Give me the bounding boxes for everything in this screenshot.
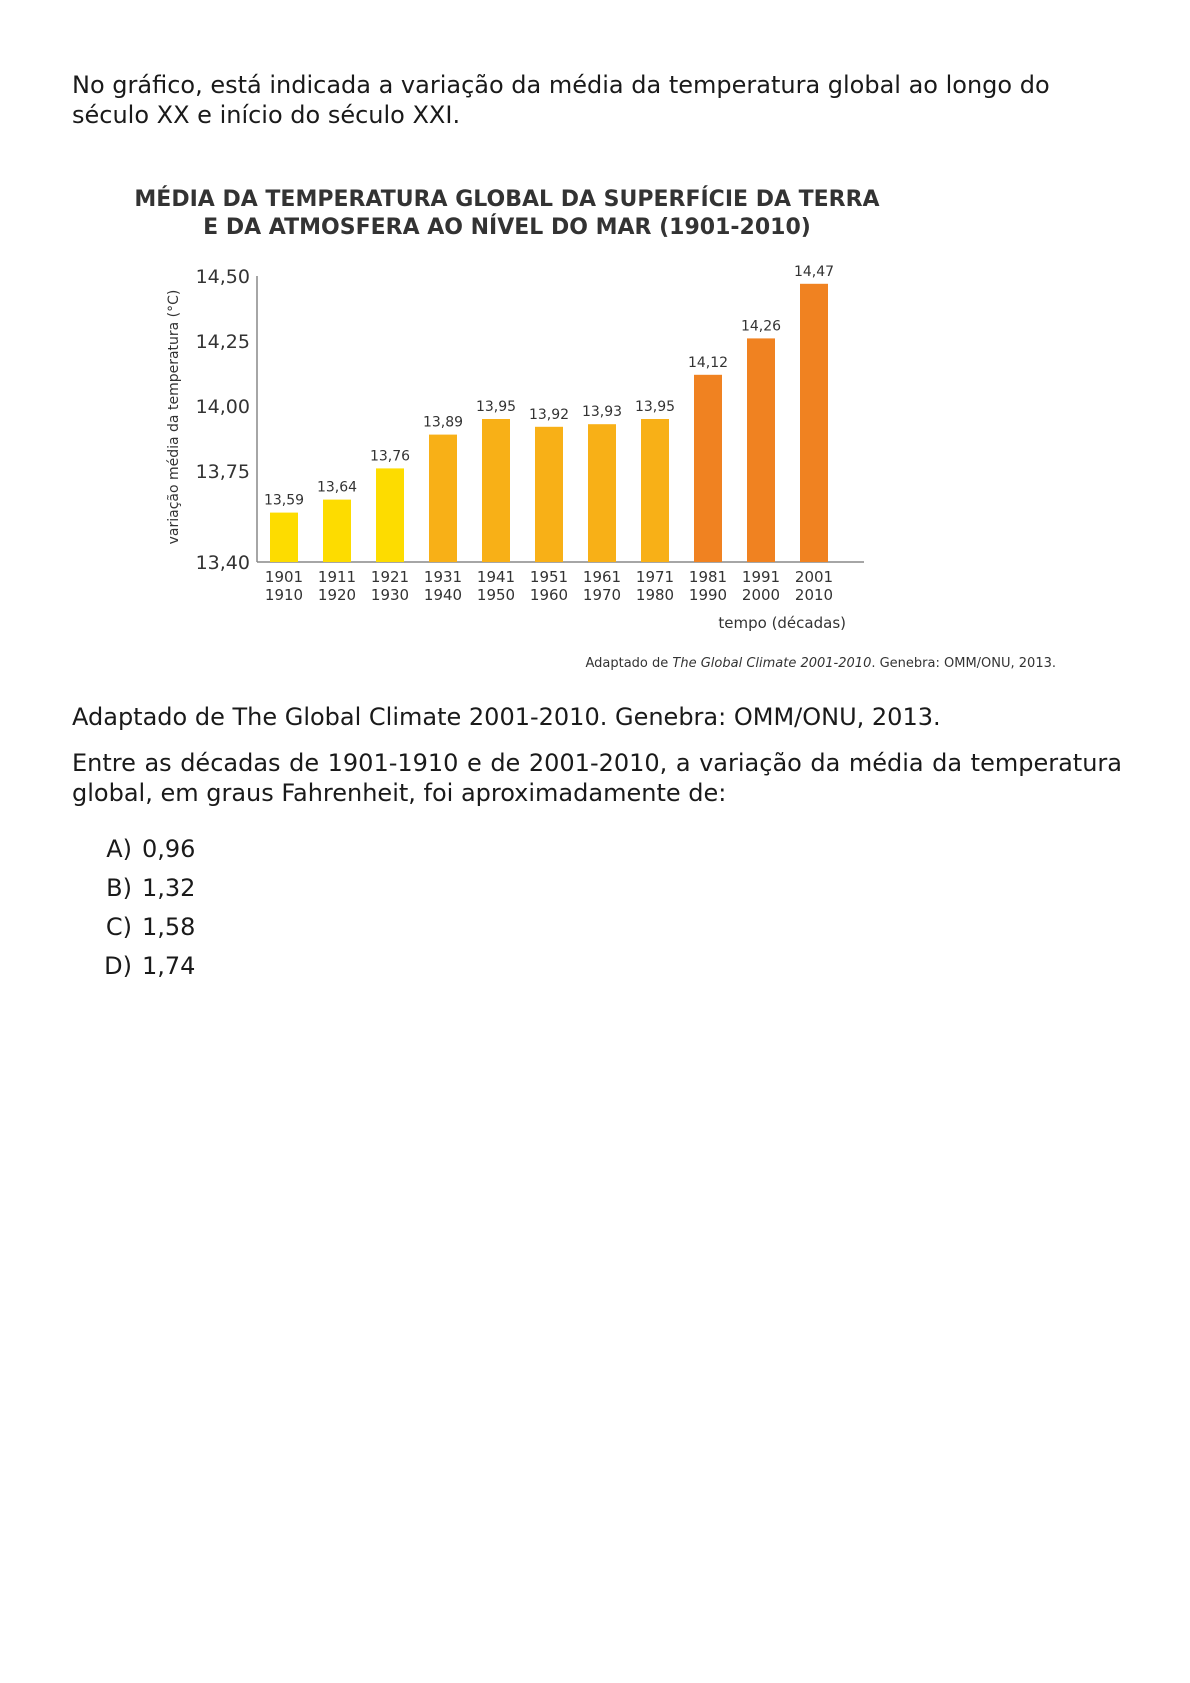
x-tick-label-start: 1931 bbox=[423, 568, 463, 586]
y-tick-label: 14,50 bbox=[195, 266, 250, 288]
chart-source-caption: Adaptado de The Global Climate 2001-2010. Genebra: OMM/ONU, 2013. bbox=[585, 656, 1056, 671]
bar-value-label: 14,26 bbox=[740, 318, 782, 335]
chart-title-line-2: E DA ATMOSFERA AO NÍVEL DO MAR (1901-2010) bbox=[203, 215, 811, 240]
x-tick-label-start: 1901 bbox=[264, 568, 304, 586]
x-axis-label: tempo (décadas) bbox=[718, 614, 846, 632]
temperature-bar-chart bbox=[72, 172, 1122, 702]
bar-value-label: 14,12 bbox=[687, 354, 729, 371]
y-tick-label: 14,25 bbox=[195, 331, 250, 353]
option-letter: B) bbox=[106, 874, 132, 902]
x-tick-label-end: 1950 bbox=[476, 586, 516, 604]
x-tick-label-end: 1910 bbox=[264, 586, 304, 604]
y-axis-label: variação média da temperatura (°C) bbox=[166, 289, 182, 545]
bar-value-label: 13,92 bbox=[528, 406, 570, 423]
bar-value-label: 13,95 bbox=[475, 399, 517, 415]
bar-value-label: 13,93 bbox=[581, 404, 623, 421]
bar-value-label: 14,47 bbox=[793, 263, 835, 280]
bar-value-label: 13,95 bbox=[634, 399, 676, 415]
option-letter: D) bbox=[104, 952, 132, 980]
bar bbox=[694, 375, 722, 562]
bar bbox=[800, 284, 828, 562]
bar-value-label: 13,89 bbox=[422, 414, 464, 431]
intro-text: No gráfico, está indicada a variação da média da temperatura global ao longo do século XX e início do século XXI. bbox=[72, 71, 1050, 129]
source-line: Adaptado de The Global Climate 2001-2010. Genebra: OMM/ONU, 2013. bbox=[72, 703, 941, 731]
option-letter: C) bbox=[105, 913, 132, 941]
x-tick-label-end: 1920 bbox=[317, 586, 357, 604]
x-tick-label-end: 1980 bbox=[635, 586, 675, 604]
x-tick-label-start: 2001 bbox=[794, 568, 834, 586]
x-tick-label-start: 1961 bbox=[582, 568, 622, 586]
bar bbox=[323, 500, 351, 562]
x-tick-label-start: 1941 bbox=[476, 568, 516, 586]
bar bbox=[482, 419, 510, 562]
option-text: 1,32 bbox=[142, 874, 196, 902]
x-tick-label-end: 1940 bbox=[423, 586, 463, 604]
y-tick-label: 13,75 bbox=[195, 461, 250, 483]
option-a[interactable] bbox=[92, 830, 195, 869]
x-tick-label-start: 1991 bbox=[741, 568, 781, 586]
bar bbox=[747, 338, 775, 562]
bar bbox=[641, 419, 669, 562]
x-tick-label-start: 1981 bbox=[688, 568, 728, 586]
option-text: 1,74 bbox=[142, 952, 196, 980]
x-tick-label-start: 1911 bbox=[317, 568, 357, 586]
answer-options bbox=[92, 830, 195, 986]
option-text: 1,58 bbox=[142, 913, 196, 941]
x-tick-label-start: 1921 bbox=[370, 568, 410, 586]
x-tick-label-end: 2010 bbox=[794, 586, 834, 604]
x-tick-label-end: 1970 bbox=[582, 586, 622, 604]
bar bbox=[429, 435, 457, 562]
option-c[interactable] bbox=[92, 908, 195, 947]
chart-title-line-1: MÉDIA DA TEMPERATURA GLOBAL DA SUPERFÍCIE DA TERRA bbox=[134, 187, 880, 212]
option-text: 0,96 bbox=[142, 835, 196, 863]
x-tick-label-start: 1951 bbox=[529, 568, 569, 586]
bar bbox=[535, 427, 563, 562]
question-text: Entre as décadas de 1901-1910 e de 2001-2010, a variação da média da temperatura global, em graus Fahrenheit, foi aproximadamente de: bbox=[72, 749, 1122, 807]
y-tick-label: 13,40 bbox=[195, 552, 250, 574]
x-tick-label-end: 1960 bbox=[529, 586, 569, 604]
bar-value-label: 13,59 bbox=[263, 492, 305, 509]
option-b[interactable] bbox=[92, 869, 195, 908]
chart-figure bbox=[72, 172, 1122, 702]
x-tick-label-end: 1930 bbox=[370, 586, 410, 604]
bar bbox=[588, 424, 616, 562]
x-tick-label-end: 1990 bbox=[688, 586, 728, 604]
x-tick-label-start: 1971 bbox=[635, 568, 675, 586]
x-tick-label-end: 2000 bbox=[741, 586, 781, 604]
bar-value-label: 13,64 bbox=[316, 479, 358, 496]
option-letter: A) bbox=[106, 835, 132, 863]
y-tick-label: 14,00 bbox=[195, 396, 250, 418]
option-d[interactable] bbox=[92, 947, 195, 986]
bar bbox=[376, 468, 404, 562]
bar bbox=[270, 513, 298, 562]
bar-value-label: 13,76 bbox=[369, 448, 411, 465]
